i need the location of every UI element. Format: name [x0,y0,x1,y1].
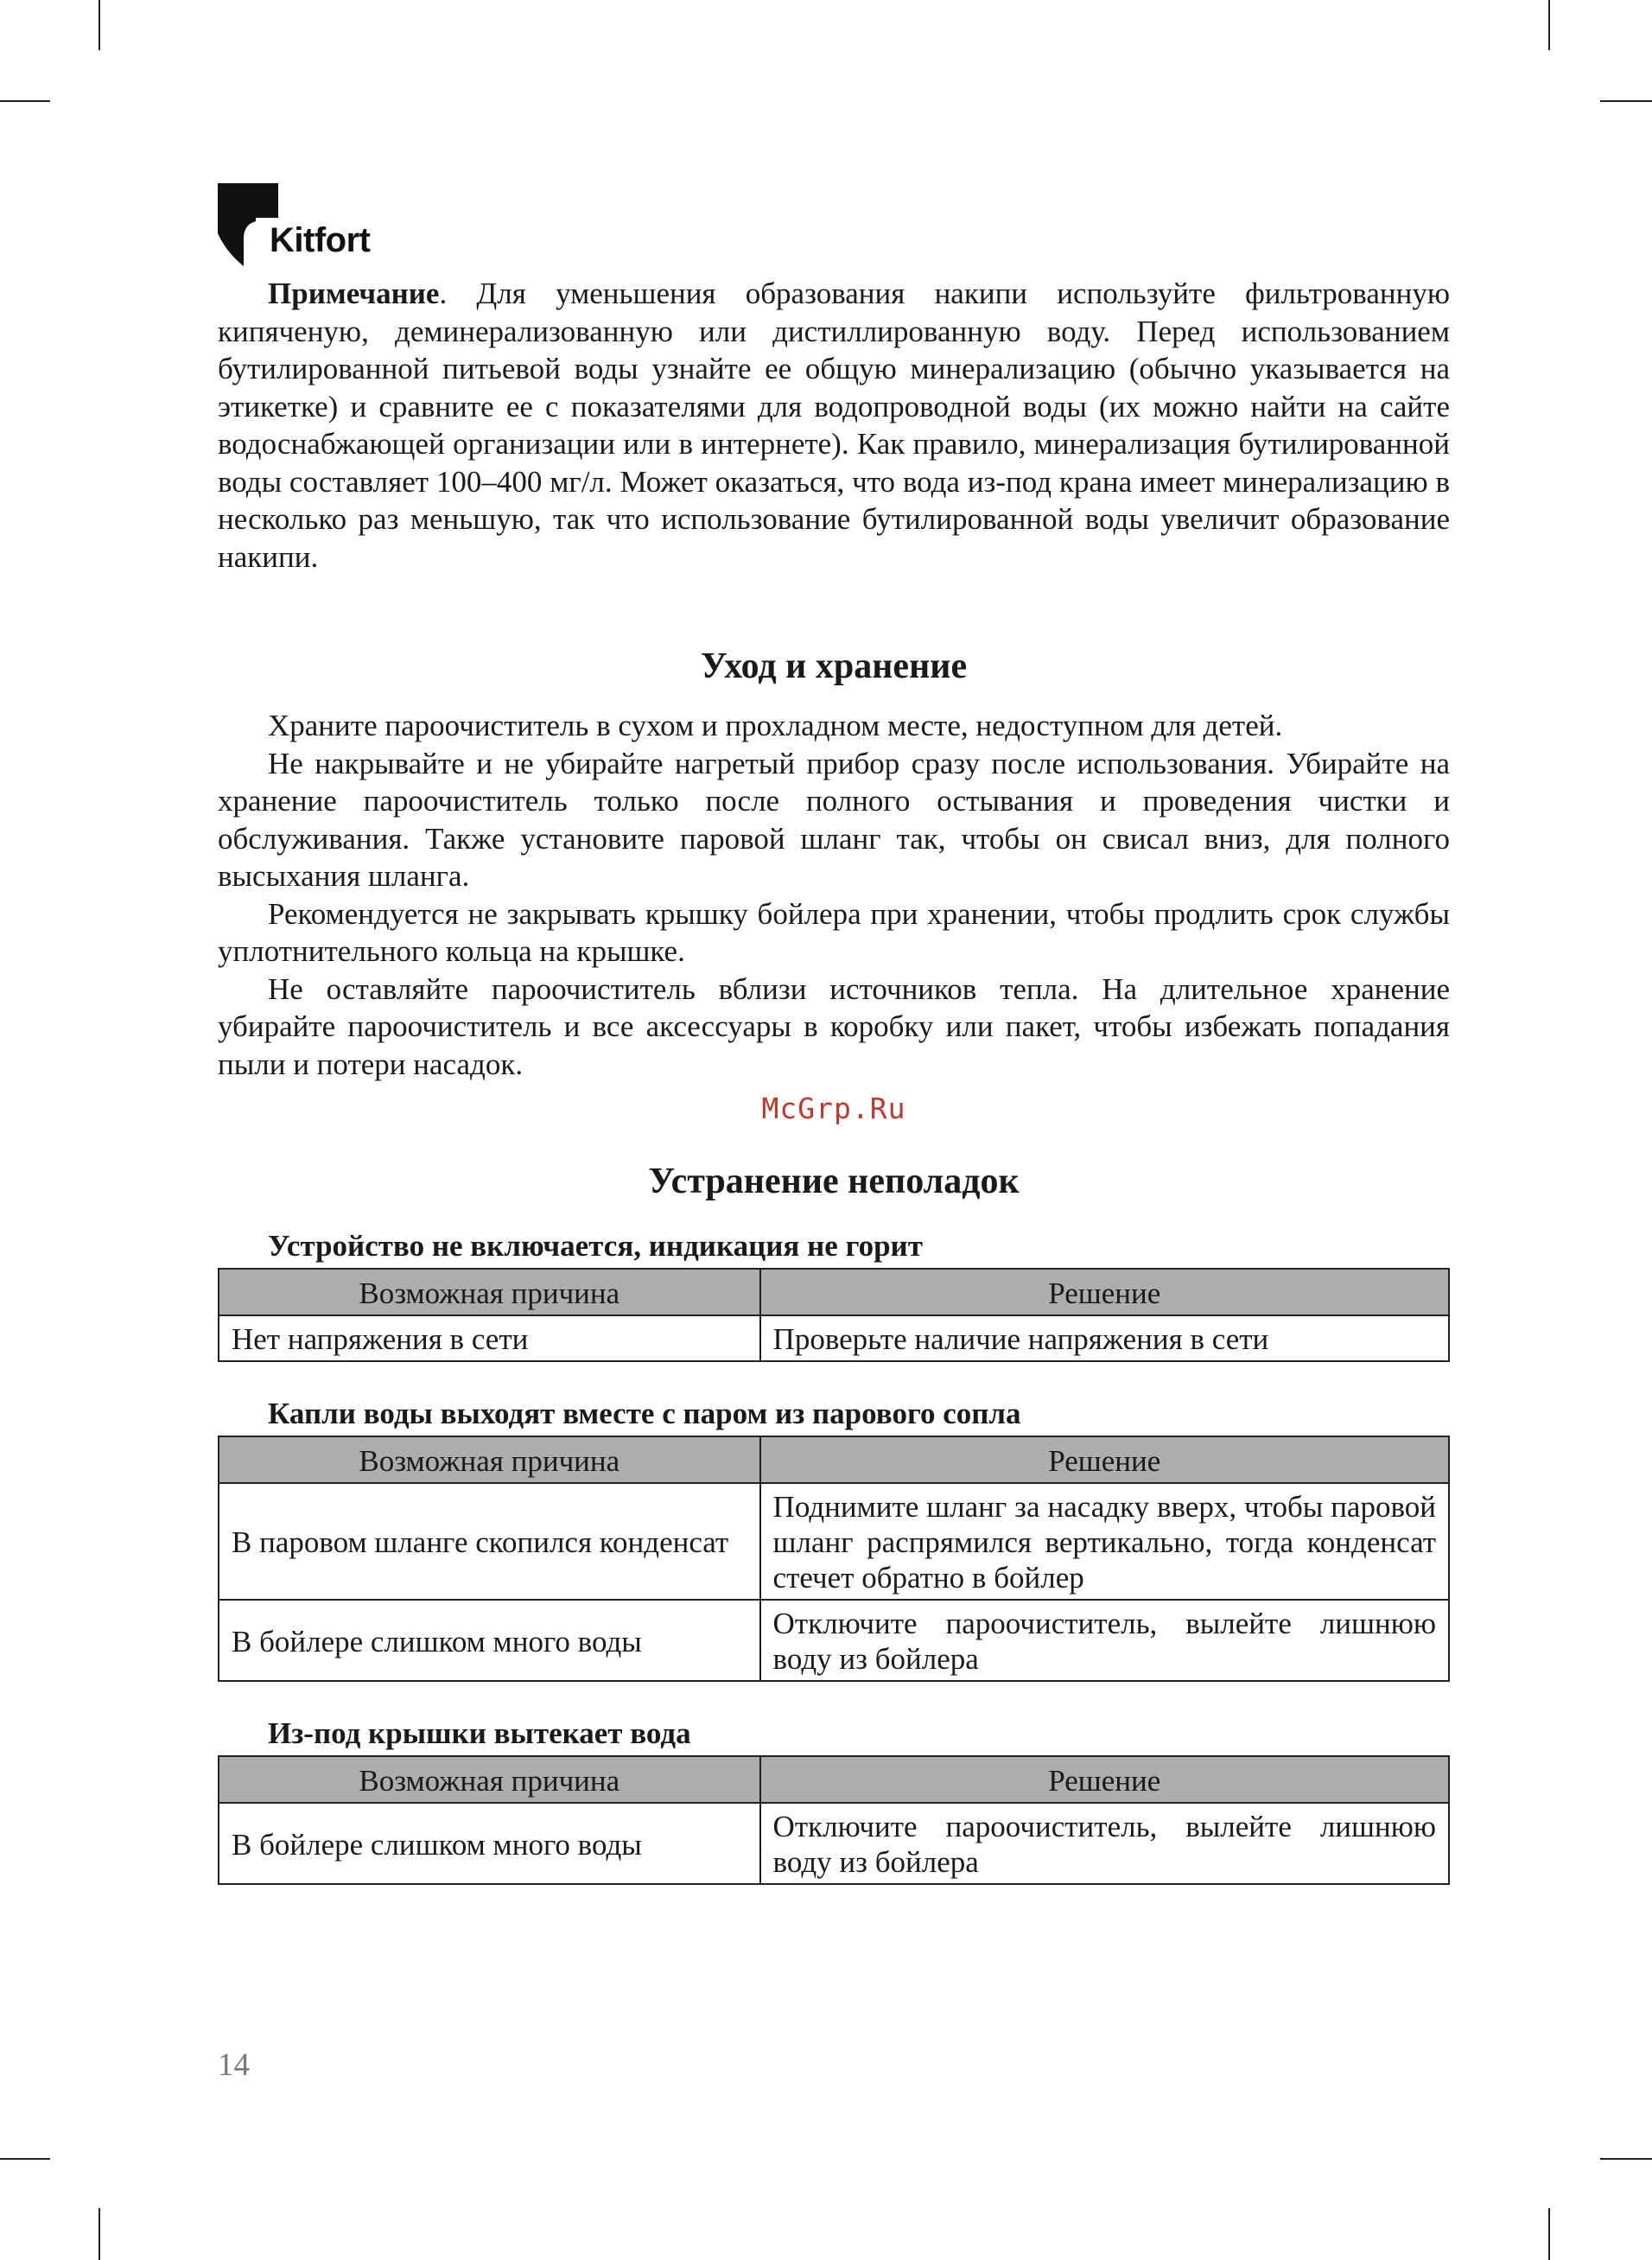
header-cause: Возможная причина [219,1436,760,1483]
table-row [219,1483,1449,1600]
table-header-row [219,1269,1449,1315]
crop-mark [1600,100,1652,102]
page-content [218,275,1450,1885]
table-row [219,1315,1449,1361]
cause-cell: В паровом шланге скопился конденсат [219,1483,760,1600]
table-header-row [219,1756,1449,1803]
cause-cell: В бойлере слишком много воды [219,1803,760,1884]
brand-name: Kitfort [270,221,371,259]
crop-mark [0,2158,50,2160]
crop-mark [98,0,100,50]
header-cause: Возможная причина [219,1756,760,1803]
watermark: McGrp.Ru [761,1092,906,1125]
header-cause: Возможная причина [219,1269,760,1315]
table-row [219,1600,1449,1681]
note-paragraph [218,275,1450,576]
crop-mark [1548,0,1550,50]
cause-cell: В бойлере слишком много воды [219,1600,760,1681]
troubleshooting-title: Устранение неполадок [648,1162,1020,1201]
table-row [219,1803,1449,1884]
crop-mark [1548,2208,1550,2260]
crop-mark [98,2208,100,2260]
solution-cell: Отключите пароочиститель, вылейте лишнюю воду из бойлера [760,1803,1449,1884]
header-solution: Решение [760,1269,1449,1315]
table-header-row [219,1436,1449,1483]
section-subtitle: Устройство не включается, индикация не горит [268,1229,923,1263]
header-solution: Решение [760,1756,1449,1803]
crop-mark [0,100,50,102]
troubleshooting-table [218,1268,1450,1362]
cause-cell: Нет напряжения в сети [219,1315,760,1361]
solution-cell: Отключите пароочиститель, вылейте лишнюю воду из бойлера [760,1600,1449,1681]
solution-cell: Поднимите шланг за насадку вверх, чтобы паровой шланг распрямился вертикально, тогда конденсат стечет обратно в бойлер [760,1483,1449,1600]
page-number: 14 [218,2047,250,2083]
section-subtitle: Из-под крышки вытекает вода [268,1716,691,1750]
note-label: Примечание [268,277,440,310]
solution-cell: Проверьте наличие напряжения в сети [760,1315,1449,1361]
care-paragraph: Не накрывайте и не убирайте нагретый прибор сразу после использования. Убирайте на хранение пароочиститель только после полного остывания и проведения чистки и обслуживания. Также установите паровой шланг так, чтобы он свисал вниз, для полного высыхания шланга. [218,746,1450,893]
header-solution: Решение [760,1436,1449,1483]
care-paragraph: Рекомендуется не закрывать крышку бойлера при хранении, чтобы продлить срок службы уплотнительного кольца на крышке. [218,896,1450,968]
brand-logo [218,183,391,270]
crop-mark [1600,2158,1652,2160]
section-subtitle: Капли воды выходят вместе с паром из парового сопла [268,1397,1021,1430]
note-text: . Для уменьшения образования накипи используйте фильтрованную кипяченую, деминерализованную или дистиллированную воду. Перед использованием бутилированной питьевой воды узнайте ее общую минерализацию (обычно указывается на этикетке) и сравните ее с показателями для водопроводной воды (их можно найти на сайте водоснабжающей организации или в интернете). Как правило, минерализация бутилированной воды составляет 100–400 мг/л. Может оказаться, что вода из-под крана имеет минерализацию в несколько раз меньшую, так что использование бутилированной воды увеличит образование накипи. [218,277,1450,574]
troubleshooting-table [218,1755,1450,1885]
care-paragraph: Храните пароочиститель в сухом и прохладном месте, недоступном для детей. [268,709,1283,742]
care-title: Уход и хранение [700,646,968,686]
troubleshooting-table [218,1436,1450,1682]
care-paragraph: Не оставляйте пароочиститель вблизи источников тепла. На длительное хранение убирайте пароочиститель и все аксессуары в коробку или пакет, чтобы избежать попадания пыли и потери насадок. [218,971,1450,1081]
